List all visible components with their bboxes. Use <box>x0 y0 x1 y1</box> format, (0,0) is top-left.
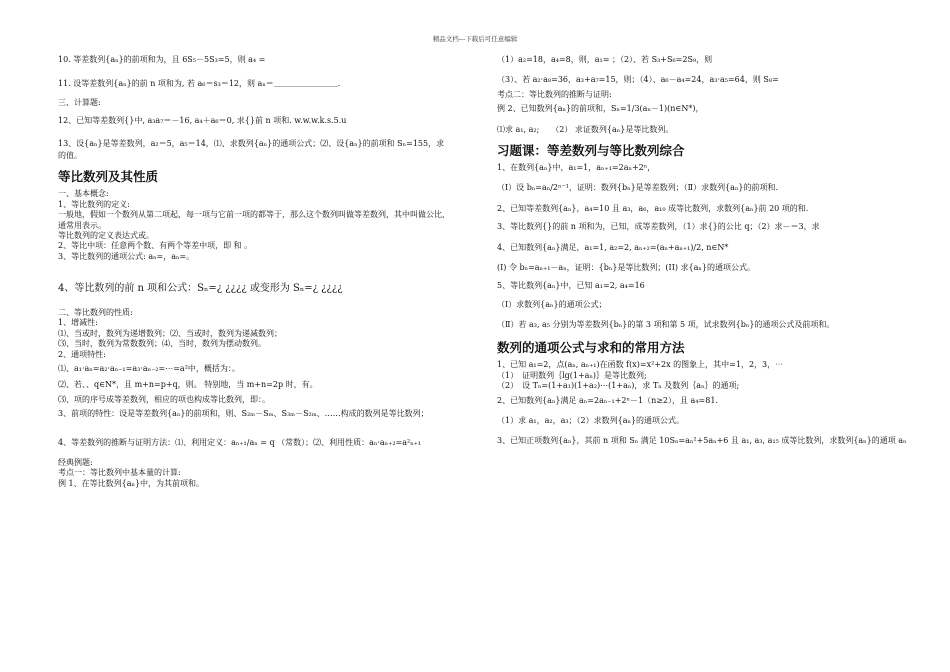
text-line: 12、已知等差数列{}中, a₃a₇＝－16, a₄＋a₆＝0, 求{}前 n 项和. w.w.w.k.s.5.u <box>58 116 347 126</box>
text-line: 考点二：等比数列的推断与证明: <box>497 89 612 99</box>
text-line: 3、等比数列{}的前 n 项和为，已知，成等差数列，（1）求{}的公比 q；（2）求－＝3，求 <box>497 222 820 232</box>
text-line: 1、增减性: <box>58 318 98 328</box>
text-line: 一、基本概念: <box>58 189 109 199</box>
text-line: 2、已知等差数列{aₙ}，a₄=10 且 a₃，a₆，a₁₀ 成等比数列，求数列{aₙ}前 20 项的和. <box>497 203 809 213</box>
text-line: ⑶、项的序号成等差数列，相应的项也构成等比数列，即：。 <box>58 394 270 404</box>
section-heading: 等比数列及其性质 <box>58 169 159 185</box>
text-line: 11. 设等差数列{aₙ}的前 n 项和为, 若 a₆＝s₃＝12，则 aₙ＝＿＿＿＿＿＿＿＿． <box>58 79 346 89</box>
text-line: 一般地，假如一个数列从第二项起，每一项与它前一项的都等于，那么这个数列叫做等差数列，其中叫做公比， <box>58 210 450 220</box>
text-line: 3、前项的特性：设是等差数列{aₙ}的前项和，则、S₂ₘ－Sₘ、S₃ₘ－S₂ₘ、……构成的数列是等比数列； <box>58 409 429 419</box>
text-line: (I) 令 bₙ=aₙ₊₁－aₙ，证明：{bₙ}是等比数列；(II) 求{aₙ}的通项公式。 <box>497 262 755 272</box>
text-line: （I）求数列{aₙ}的通项公式； <box>497 299 607 309</box>
text-line: 2、等比中项：任意两个数、有两个等差中项，即 和 。 <box>58 241 253 251</box>
text-line: 的值。 <box>58 150 82 160</box>
text-line: 经典例题: <box>58 457 93 467</box>
text-line: 13、设{aₙ}是等差数列，a₂＝5，a₅＝14，⑴、求数列{aₙ}的通项公式；⑵、设{aₙ}的前项和 Sₙ=155，求 <box>58 138 445 148</box>
text-line: ⑴、当或时，数列为递增数列；⑵、当或时，数列为递减数列； <box>58 328 282 338</box>
text-line: 2、通项特性: <box>58 349 106 359</box>
text-line: 2、已知数列{aₙ}满足 aₙ=2aₙ₋₁+2ⁿ－1（n≥2），且 a₄=81. <box>497 395 718 405</box>
text-line: （1）求 a₁，a₂，a₃；（2）求数列{aₙ}的通项公式。 <box>497 416 685 426</box>
right-column <box>497 55 907 447</box>
section-heading: 数列的通项公式与求和的常用方法 <box>497 340 685 356</box>
text-line: ⑴、a₁·aₙ=a₂·aₙ₋₁=a₃·aₙ₋₂=⋯=a²中，概括为：。 <box>58 364 240 374</box>
text-line: 例 2、已知数列{aₙ}的前项和，Sₙ=1/3(aₙ－1)(n∈N*)， <box>497 104 704 114</box>
text-line: 例 1、在等比数列{aₙ}中，为其前项和。 <box>58 478 205 488</box>
text-line: （Ⅰ）设 bₙ=aₙ/2ⁿ⁻¹，证明：数列{bₙ}是等差数列；（Ⅱ）求数列{aₙ}的前项和. <box>497 183 779 193</box>
text-line: （Ⅱ）若 a₃, a₅ 分别为等差数列{bₙ}的第 3 项和第 5 项，试求数列{bₙ}的通项公式及前项和。 <box>497 320 835 330</box>
text-line: 等比数列的定义表达式或。 <box>58 230 154 240</box>
text-line: ⑴求 a₁, a₂; （2） 求证数列{aₙ}是等比数列。 <box>497 124 674 134</box>
text-line: ⑵、若、、q∈N*，且 m+n=p+q，则。 特别地，当 m+n=2p 时，有。 <box>58 380 318 390</box>
text-line: 考点一：等比数列中基本量的计算: <box>58 468 181 478</box>
text-line: （1）a₂=18，a₄=8，则，a₁= ；（2）、若 S₃+S₆=2S₉，则 <box>497 55 713 64</box>
text-line: （3）、若 a₂·a₈=36，a₃+a₇=15，则；（4）、a₆－a₄=24，a₃·a₅=64，则 S₈= <box>497 75 779 85</box>
text-line: 通常用表示。 <box>58 220 106 230</box>
text-line: 1、已知 a₁=2，点(aₙ, aₙ₊₁)在函数 f(x)=x²+2x 的图象上，其中=1，2，3，⋯ <box>497 360 784 370</box>
text-line: 3、已知正项数列{aₙ}，其前 n 项和 Sₙ 满足 10Sₙ=aₙ²+5aₙ+6 且 a₁, a₃, a₁₅ 成等比数列，求数列{aₙ}的通项 aₙ <box>497 436 907 446</box>
text-line: 10. 等差数列{aₙ}的前项和为，且 6S₅－5S₃=5，则 a₄ = <box>58 55 266 64</box>
text-line: 3、等比数列的通项公式: aₙ=，aₙ=。 <box>58 251 195 261</box>
left-column <box>58 55 473 489</box>
text-line: 4、等比数列的前 n 项和公式：Sₙ=¿ ¿¿¿¿ 或变形为 Sₙ=¿ ¿¿¿¿ <box>58 283 343 295</box>
text-line: 5、等比数列{aₙ}中，已知 a₁=2, a₄=16 <box>497 281 645 291</box>
text-line: 4、等差数列的推断与证明方法：⑴、利用定义：aₙ₊₁/aₙ = q （常数）；⑵、利用性质：aₙ·aₙ₊₂=a²ₙ₊₁ <box>58 437 422 447</box>
text-line: （2） 设 Tₙ=(1+a₁)(1+a₂)⋯(1+aₙ)，求 Tₙ 及数列｛aₙ｝的通项; <box>497 381 740 391</box>
text-line: 三、计算题: <box>58 97 101 107</box>
text-line: （1） 证明数列｛lg(1+aₙ)｝是等比数列; <box>497 370 647 380</box>
text-line: 4、已知数列{aₙ}满足，a₁=1, a₂=2, aₙ₊₂=(aₙ+aₙ₊₁)/2, n∈N* <box>497 242 729 252</box>
page-header: 精品文档---下载后可任意编辑 <box>432 35 518 43</box>
text-line: ⑶、当时，数列为常数数列；⑷、当时，数列为摆动数列。 <box>58 339 266 349</box>
text-line: 1、等比数列的定义: <box>58 199 130 209</box>
text-line: 二、等比数列的性质: <box>58 308 133 318</box>
section-heading: 习题课：等差数列与等比数列综合 <box>497 142 685 158</box>
text-line: 1、在数列{aₙ}中，a₁=1，aₙ₊₁=2aₙ+2ⁿ， <box>497 162 656 172</box>
